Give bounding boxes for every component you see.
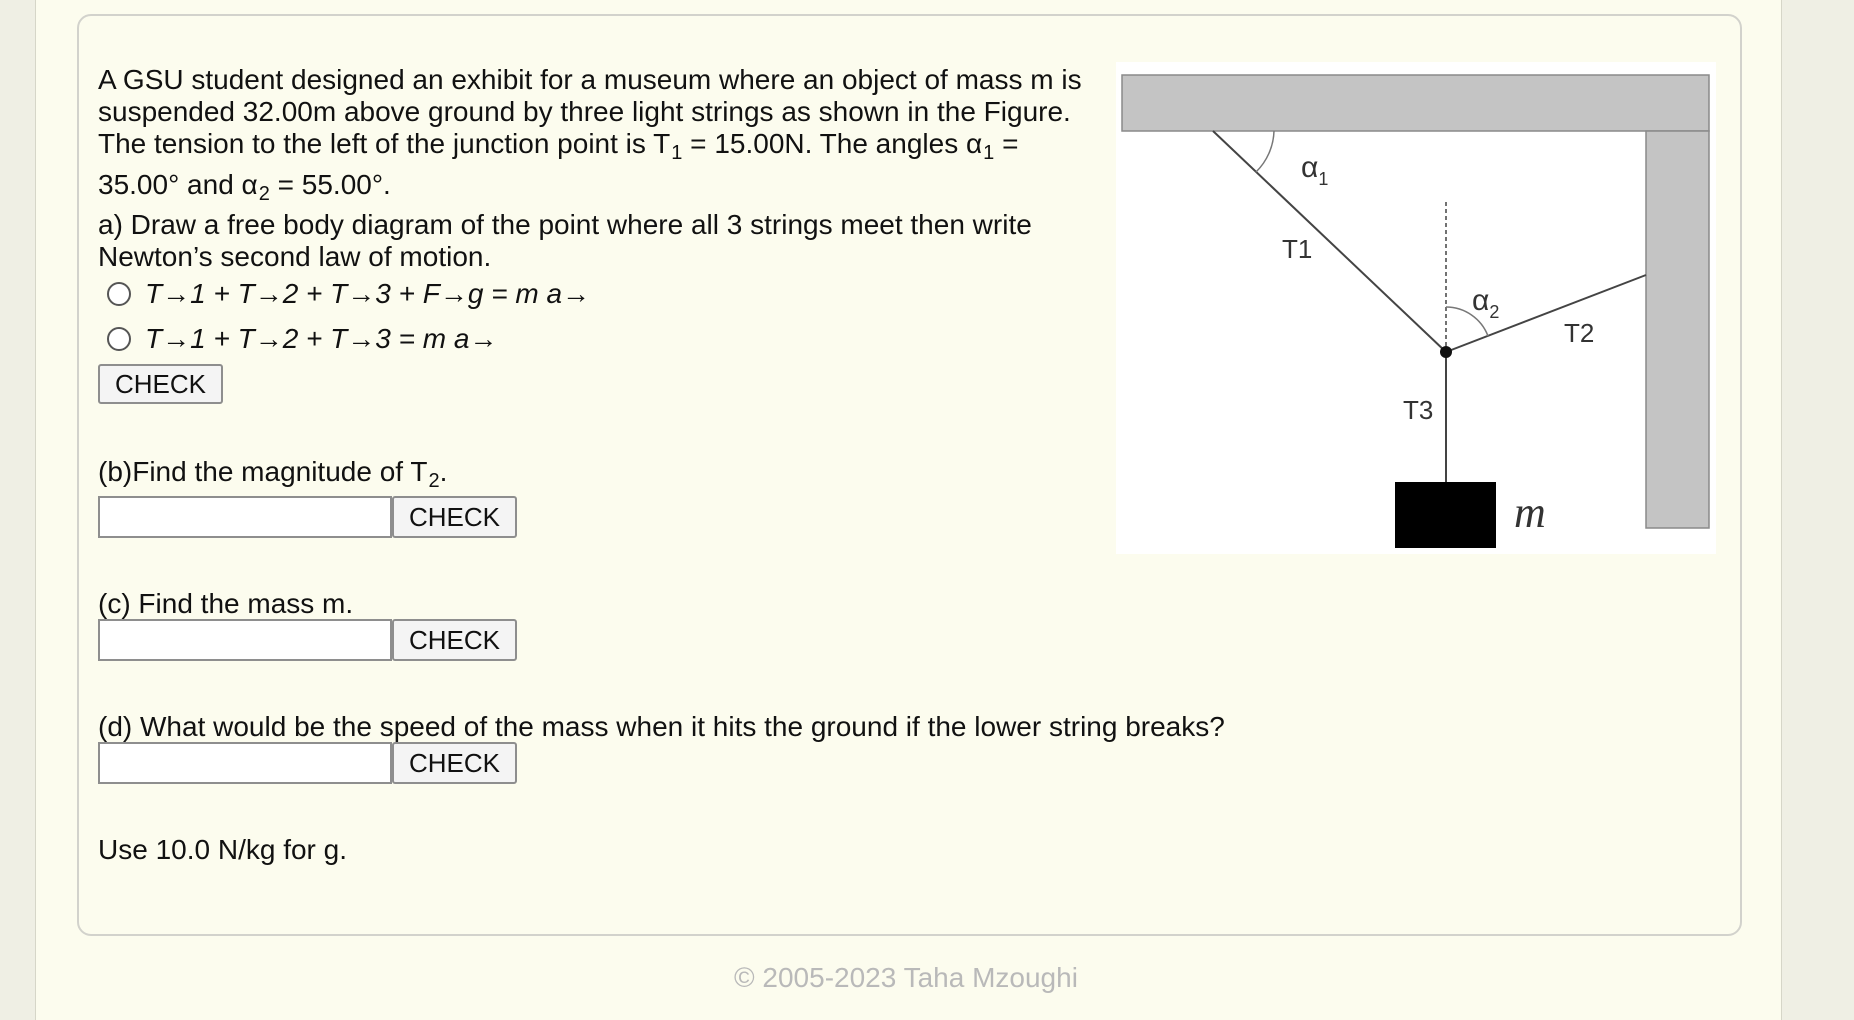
label-mass-m: m — [1514, 488, 1546, 537]
part-c-check-button[interactable]: CHECK — [392, 619, 517, 661]
part-d-answer-input[interactable] — [98, 742, 392, 784]
radio-option-1[interactable] — [107, 282, 131, 306]
problem-line-4-text: = 55.00°. — [269, 169, 391, 200]
problem-line-1: A GSU student designed an exhibit for a museum where an object of mass m is — [98, 64, 1082, 95]
option-1[interactable] — [107, 278, 590, 310]
subscript: 2 — [428, 470, 440, 492]
problem-line-3-text: = 15.00N. The angles α — [682, 128, 983, 159]
part-a-question — [98, 209, 1032, 273]
option-2[interactable] — [107, 323, 497, 355]
wall-post — [1646, 131, 1709, 528]
tension-figure — [1116, 62, 1716, 554]
part-a-line-2: Newton’s second law of motion. — [98, 241, 492, 272]
problem-line-3 — [98, 128, 1082, 163]
problem-line-4 — [98, 169, 1082, 204]
part-b-answer-input[interactable] — [98, 496, 392, 538]
option-2-label: T→1 + T→2 + T→3 = m a→ — [145, 323, 498, 354]
part-d-check-button[interactable]: CHECK — [392, 742, 517, 784]
option-1-label: T→1 + T→2 + T→3 + F→g = m a→ — [145, 278, 591, 309]
label-t2: T2 — [1564, 318, 1595, 348]
part-b-prompt-end: . — [439, 456, 448, 487]
subscript: 1 — [671, 142, 683, 164]
part-b-check-button[interactable]: CHECK — [392, 496, 517, 538]
label-t1: T1 — [1282, 234, 1313, 264]
radio-option-2[interactable] — [107, 327, 131, 351]
subscript: 1 — [983, 142, 995, 164]
label-alpha-1: $\alpha_1$ — [1301, 151, 1329, 189]
mass-block — [1395, 482, 1496, 548]
problem-line-2: suspended 32.00m above ground by three light strings as shown in the Figure. — [98, 96, 1071, 127]
part-b-question — [98, 456, 447, 491]
part-a-check-button[interactable]: CHECK — [98, 364, 223, 404]
label-alpha-2: $\alpha_2$ — [1472, 284, 1500, 322]
part-c-question: (c) Find the mass m. — [98, 588, 354, 619]
figure-background — [1116, 62, 1716, 554]
part-b-prompt: (b)Find the magnitude of T — [98, 456, 428, 487]
problem-line-3-text: = — [994, 128, 1019, 159]
junction-point — [1440, 346, 1452, 358]
part-d-question: (d) What would be the speed of the mass when it hits the ground if the lower string breaks? — [98, 711, 1225, 742]
label-t3: T3 — [1403, 395, 1434, 425]
problem-line-4-text: 35.00° and α — [98, 169, 258, 200]
part-c-answer-input[interactable] — [98, 619, 392, 661]
ceiling-beam — [1122, 75, 1709, 131]
gravity-note: Use 10.0 N/kg for g. — [98, 834, 348, 865]
problem-statement — [98, 64, 1082, 204]
part-a-line-1: a) Draw a free body diagram of the point where all 3 strings meet then write — [98, 209, 1032, 240]
copyright-footer: © 2005-2023 Taha Mzoughi — [734, 962, 1078, 993]
subscript: 2 — [258, 183, 270, 205]
problem-line-3-text: The tension to the left of the junction point is T — [98, 128, 671, 159]
